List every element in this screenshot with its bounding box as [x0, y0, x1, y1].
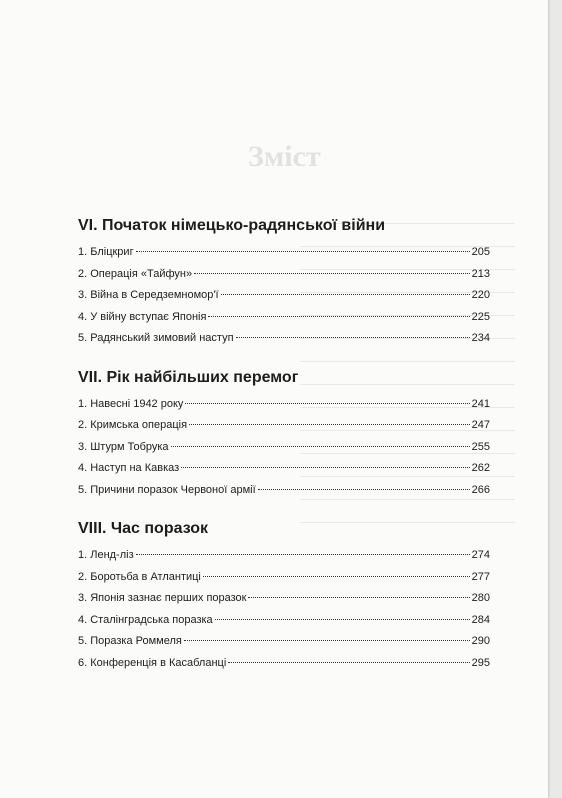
- entry-page: 277: [471, 570, 490, 583]
- entry-label: 5. Радянський зимовий наступ: [78, 332, 234, 344]
- entry-label: 3. Японія зазнає перших поразок: [78, 592, 247, 604]
- entry-page: 255: [471, 440, 490, 453]
- entry-page: 225: [471, 310, 490, 323]
- toc-entry[interactable]: [78, 328, 490, 350]
- entry-label: 6. Конференція в Касабланці: [78, 656, 227, 669]
- entry-page: 241: [471, 397, 490, 410]
- toc-entry[interactable]: [78, 242, 490, 264]
- toc-section-vii: [78, 364, 490, 502]
- entry-label: 2. Боротьба в Атлантиці: [78, 570, 201, 583]
- dot-leader: [203, 576, 470, 577]
- entry-label: 3. Штурм Тобрука: [78, 440, 169, 453]
- dot-leader: [228, 662, 469, 663]
- toc-entry[interactable]: [78, 264, 490, 286]
- section-title: VI. Початок німецько-радянської війни: [78, 217, 386, 234]
- entry-label: 1. Бліцкриг: [78, 246, 134, 258]
- entry-page: 284: [471, 613, 490, 626]
- entry-label: 2. Операція «Тайфун»: [78, 267, 193, 280]
- bleed-through-heading: Зміст: [248, 140, 321, 173]
- toc-entry[interactable]: [78, 307, 490, 329]
- entry-page: 262: [471, 462, 490, 474]
- toc-entry[interactable]: [78, 610, 490, 632]
- entry-page: 213: [471, 267, 490, 280]
- dot-leader: [171, 446, 470, 447]
- toc-entry[interactable]: [78, 567, 490, 589]
- toc-section-vi: [78, 212, 490, 350]
- dot-leader: [208, 316, 469, 317]
- toc-entry[interactable]: [78, 631, 490, 653]
- dot-leader: [181, 467, 469, 468]
- entry-label: 2. Кримська операція: [78, 419, 188, 431]
- dot-leader: [189, 424, 470, 425]
- toc-entry[interactable]: [78, 458, 490, 480]
- dot-leader: [184, 640, 470, 641]
- entry-label: 5. Причини поразок Червоної армії: [78, 483, 256, 496]
- toc-entry[interactable]: [78, 480, 490, 502]
- entry-page: 205: [471, 246, 490, 258]
- entry-page: 295: [471, 656, 490, 669]
- entry-page: 247: [471, 419, 490, 431]
- dot-leader: [215, 619, 470, 620]
- entry-label: 4. Сталінградська поразка: [78, 613, 213, 626]
- section-title: VII. Рік найбільших перемог: [78, 368, 299, 386]
- entry-page: 234: [471, 332, 490, 344]
- toc-entry[interactable]: [78, 285, 490, 307]
- entry-page: 266: [471, 483, 490, 496]
- section-title: VIII. Час поразок: [78, 520, 209, 537]
- toc-entry[interactable]: [78, 415, 490, 437]
- entry-page: 220: [471, 289, 490, 301]
- dot-leader: [248, 597, 469, 598]
- toc-entry[interactable]: [78, 545, 490, 567]
- entry-label: 4. У війну вступає Японія: [78, 310, 207, 323]
- entry-page: 274: [471, 549, 490, 561]
- dot-leader: [221, 294, 470, 295]
- dot-leader: [258, 489, 470, 490]
- dot-leader: [194, 273, 470, 274]
- dot-leader: [136, 554, 470, 555]
- dot-leader: [185, 403, 469, 404]
- table-of-contents: [78, 212, 490, 688]
- entry-label: 3. Війна в Середземномор'ї: [78, 289, 219, 301]
- dot-leader: [136, 251, 470, 252]
- entry-label: 1. Навесні 1942 року: [78, 397, 184, 410]
- toc-entry[interactable]: [78, 588, 490, 610]
- entry-page: 280: [471, 592, 490, 604]
- entry-label: 4. Наступ на Кавказ: [78, 462, 180, 474]
- entry-label: 1. Ленд-ліз: [78, 549, 134, 561]
- toc-section-viii: [78, 515, 490, 674]
- toc-entry[interactable]: [78, 394, 490, 416]
- entry-label: 5. Поразка Роммеля: [78, 635, 182, 647]
- dot-leader: [236, 337, 470, 338]
- entry-page: 290: [471, 635, 490, 647]
- toc-entry[interactable]: [78, 653, 490, 675]
- toc-entry[interactable]: [78, 437, 490, 459]
